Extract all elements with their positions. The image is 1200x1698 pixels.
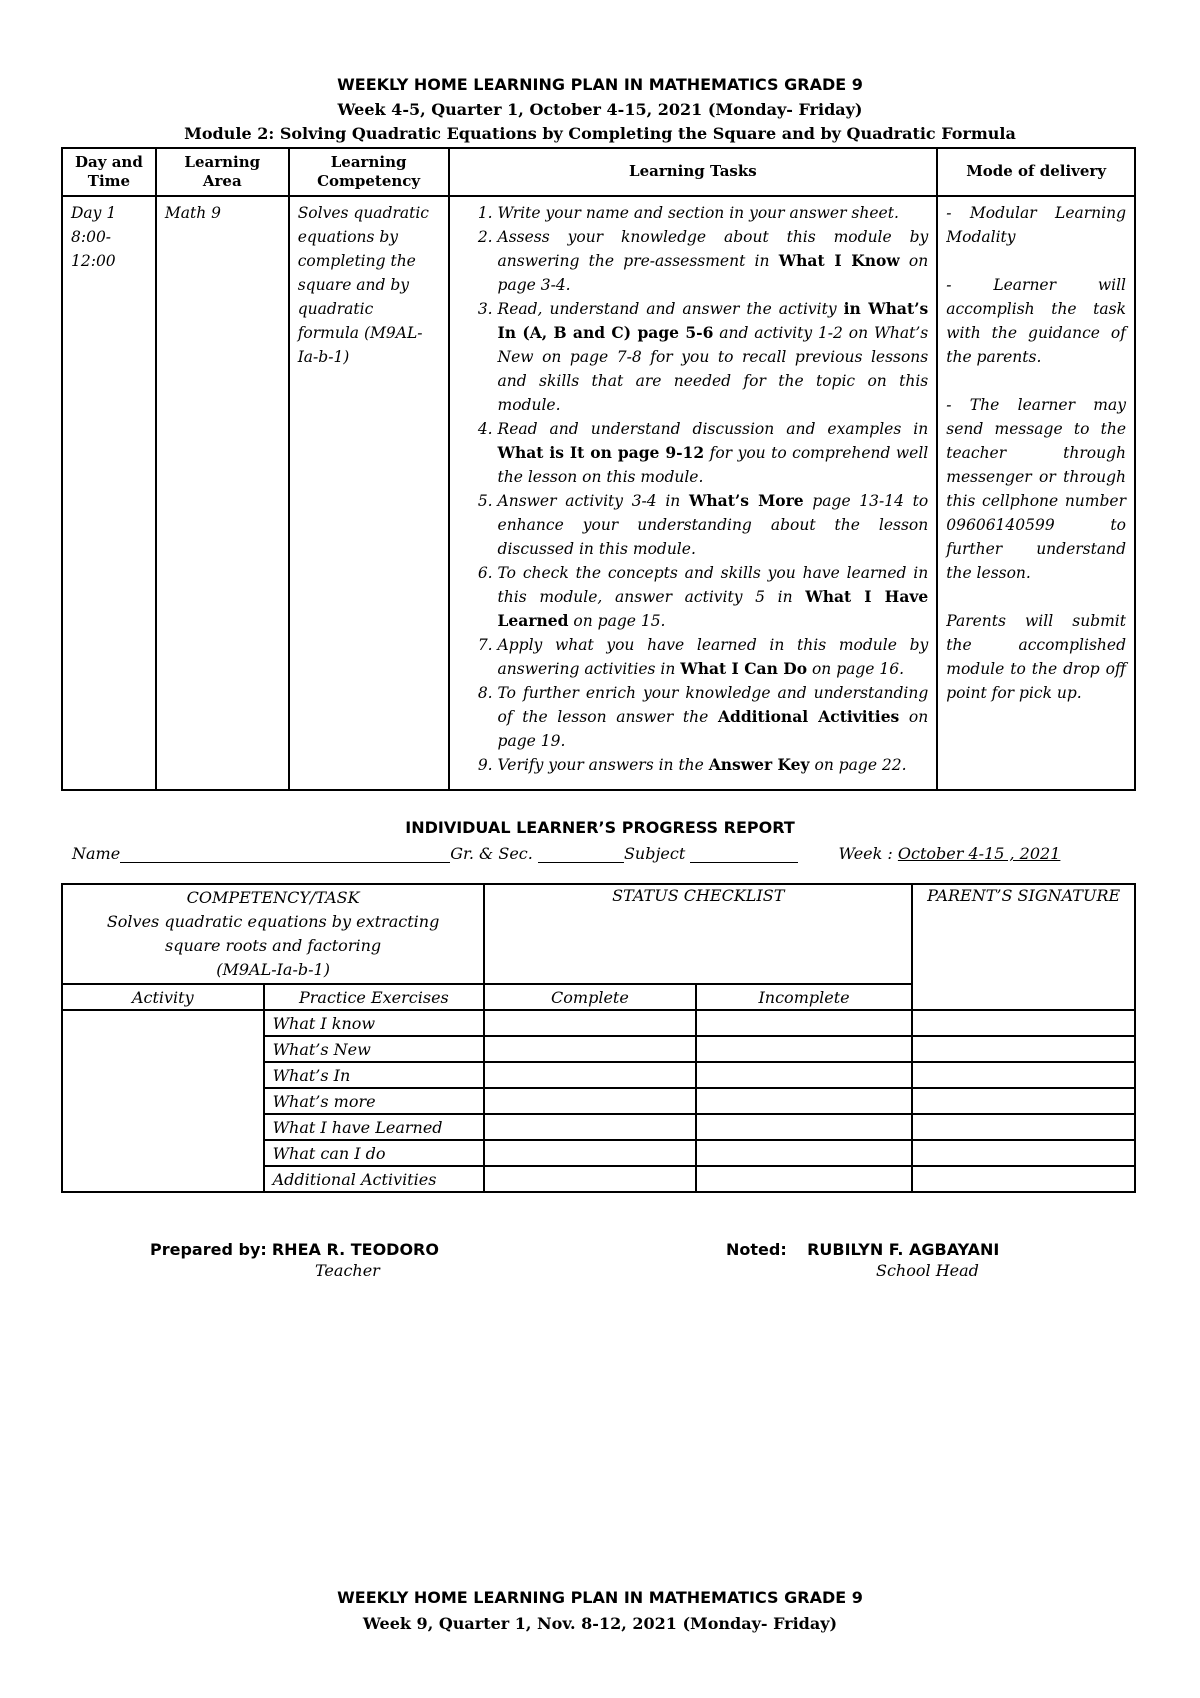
week-label: Week :: [838, 844, 893, 863]
signature-cell[interactable]: [912, 1036, 1135, 1062]
mode-item: - Learner will accomplish the task with the guidance of the parents.: [946, 275, 1126, 366]
learner-info-line: [72, 844, 1132, 863]
competency-code: (M9AL-Ia-b-1): [216, 960, 330, 979]
prepared-label: Prepared by:: [150, 1240, 267, 1259]
signature-cell[interactable]: [912, 1062, 1135, 1088]
exercise-label: What’s New: [264, 1036, 485, 1062]
complete-check[interactable]: [484, 1062, 696, 1088]
task-item: 7. Apply what you have learned in this module by answering activities in What I Can Do on page 16.: [498, 633, 929, 681]
prepared-name: RHEA R. TEODORO: [271, 1240, 439, 1259]
incomplete-col-header: Incomplete: [696, 984, 913, 1010]
complete-check[interactable]: [484, 1140, 696, 1166]
header-mode-of-delivery: Mode of delivery: [937, 148, 1135, 196]
next-plan-week: Week 9, Quarter 1, Nov. 8-12, 2021 (Monday- Friday): [362, 1614, 838, 1633]
header-day-time: Day and Time: [62, 148, 156, 196]
subject-label: Subject: [623, 844, 686, 863]
name-label: Name: [72, 844, 121, 863]
tasks-cell: [449, 196, 938, 790]
signature-cell[interactable]: [912, 1140, 1135, 1166]
header-learning-area: Learning Area: [156, 148, 289, 196]
complete-check[interactable]: [484, 1010, 696, 1036]
learning-plan-table: [61, 147, 1136, 791]
noted-name: RUBILYN F. AGBAYANI: [807, 1240, 1000, 1259]
task-list: [458, 201, 929, 777]
name-blank[interactable]: [120, 844, 450, 863]
exercise-label: What can I do: [264, 1140, 485, 1166]
competency-cell: Solves quadratic equations by completing the square and by quadratic formula (M9AL-Ia-b-1): [289, 196, 449, 790]
next-plan-title: WEEKLY HOME LEARNING PLAN IN MATHEMATICS GRADE 9: [337, 1588, 863, 1607]
task-item: 6. To check the concepts and skills you have learned in this module, answer activity 5 in What I Have Learned on page 15.: [498, 561, 929, 633]
activity-cell: [62, 1010, 264, 1192]
prepared-role: Teacher: [315, 1261, 380, 1280]
plan-title: WEEKLY HOME LEARNING PLAN IN MATHEMATICS GRADE 9: [337, 75, 863, 94]
status-checklist-header: STATUS CHECKLIST: [484, 884, 912, 984]
competency-header: COMPETENCY/TASK: [186, 888, 360, 907]
plan-module: Module 2: Solving Quadratic Equations by Completing the Square and by Quadratic Formula: [184, 124, 1016, 143]
complete-check[interactable]: [484, 1114, 696, 1140]
mode-item: Parents will submit the accomplished module to the drop off point for pick up.: [946, 611, 1126, 702]
complete-col-header: Complete: [484, 984, 696, 1010]
day-time-cell: Day 1 8:00-12:00: [62, 196, 156, 790]
week-value: October 4-15 , 2021: [897, 844, 1061, 863]
task-item: 1. Write your name and section in your answer sheet.: [498, 201, 929, 225]
incomplete-check[interactable]: [696, 1062, 913, 1088]
incomplete-check[interactable]: [696, 1036, 913, 1062]
task-item: 8. To further enrich your knowledge and understanding of the lesson answer the Additional Activities on page 19.: [498, 681, 929, 753]
plan-week: Week 4-5, Quarter 1, October 4-15, 2021 (Monday- Friday): [337, 100, 863, 119]
exercise-label: What’s In: [264, 1062, 485, 1088]
incomplete-check[interactable]: [696, 1114, 913, 1140]
prepared-by-block: [150, 1240, 439, 1280]
task-item: 2. Assess your knowledge about this module by answering the pre-assessment in What I Know on page 3-4.: [498, 225, 929, 297]
header-learning-tasks: Learning Tasks: [449, 148, 938, 196]
complete-check[interactable]: [484, 1088, 696, 1114]
noted-label: Noted:: [726, 1240, 787, 1259]
grsec-label: Gr. & Sec.: [450, 844, 533, 863]
task-item: 3. Read, understand and answer the activity in What’s In (A, B and C) page 5-6 and activity 1-2 on What’s New on page 7-8 for you to recall previous lessons and skills that are needed for the topic on this module.: [498, 297, 929, 417]
progress-report-title: INDIVIDUAL LEARNER’S PROGRESS REPORT: [405, 818, 795, 837]
task-item: 5. Answer activity 3-4 in What’s More page 13-14 to enhance your understanding about the lesson discussed in this module.: [498, 489, 929, 561]
incomplete-check[interactable]: [696, 1010, 913, 1036]
subject-blank[interactable]: [690, 844, 798, 863]
mode-item: - Modular Learning Modality: [946, 203, 1126, 246]
incomplete-check[interactable]: [696, 1140, 913, 1166]
noted-role: School Head: [876, 1261, 979, 1280]
header-learning-competency: Learning Competency: [289, 148, 449, 196]
task-item: 9. Verify your answers in the Answer Key on page 22.: [498, 753, 929, 777]
complete-check[interactable]: [484, 1036, 696, 1062]
exercise-label: Additional Activities: [264, 1166, 485, 1192]
signature-cell[interactable]: [912, 1166, 1135, 1192]
incomplete-check[interactable]: [696, 1088, 913, 1114]
parent-signature-header: PARENT’S SIGNATURE: [912, 884, 1135, 1010]
mode-of-delivery-cell: [937, 196, 1135, 790]
competency-task-cell: [62, 884, 484, 984]
signature-cell[interactable]: [912, 1010, 1135, 1036]
signature-cell[interactable]: [912, 1088, 1135, 1114]
noted-by-block: [726, 1240, 999, 1280]
grsec-blank[interactable]: [538, 844, 624, 863]
competency-text: Solves quadratic equations by extracting square roots and factoring: [106, 912, 440, 955]
mode-item: - The learner may send message to the teacher through messenger or through this cellphone number 09606140599 to further understand the lesson.: [946, 395, 1126, 582]
activity-col-header: Activity: [62, 984, 264, 1010]
progress-table: [61, 883, 1136, 1193]
exercise-label: What’s more: [264, 1088, 485, 1114]
signature-cell[interactable]: [912, 1114, 1135, 1140]
complete-check[interactable]: [484, 1166, 696, 1192]
task-item: 4. Read and understand discussion and examples in What is It on page 9-12 for you to comprehend well the lesson on this module.: [498, 417, 929, 489]
exercise-label: What I know: [264, 1010, 485, 1036]
incomplete-check[interactable]: [696, 1166, 913, 1192]
exercise-label: What I have Learned: [264, 1114, 485, 1140]
learning-area-cell: Math 9: [156, 196, 289, 790]
practice-col-header: Practice Exercises: [264, 984, 485, 1010]
